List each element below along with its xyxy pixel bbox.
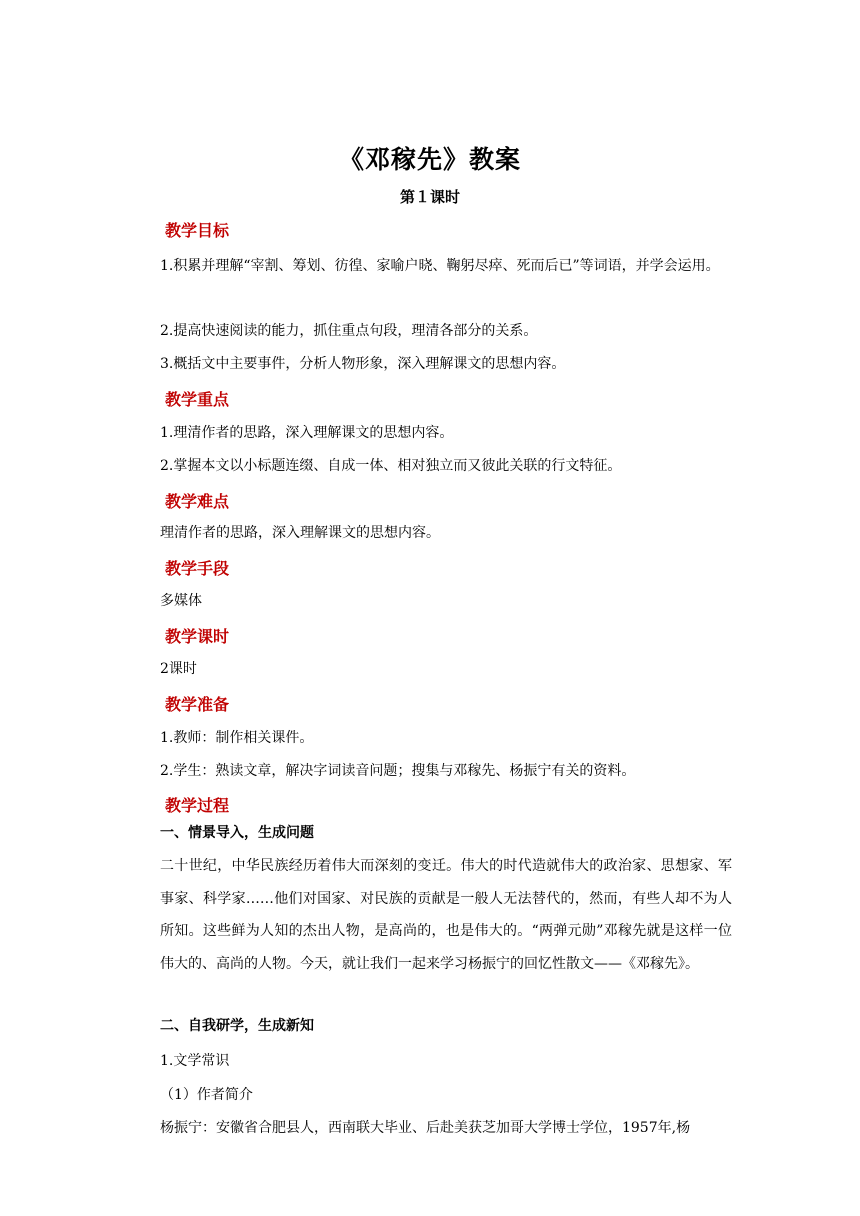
hours-heading: 教学课时 xyxy=(165,627,230,646)
keypoint-item-1: 1.理清作者的思路，深入理解课文的思想内容。 xyxy=(160,425,454,441)
step2-heading: 二、自我研学，生成新知 xyxy=(160,1018,314,1034)
means-heading: 教学手段 xyxy=(165,559,230,578)
step1-paragraph: 二十世纪，中华民族经历着伟大而深刻的变迁。伟大的时代造就伟大的政治家、思想家、军事家、科学家……他们对国家、对民族的贡献是一般人无法替代的，然而，有些人却不为人所知。这些鲜为人知的杰出人物，是高尚的，也是伟大的。“两弹元勋”邓稼先就是这样一位伟大的、高尚的人物。今天，就让我们一起来学习杨振宁的回忆性散文——《邓稼先》。 xyxy=(160,858,732,972)
step2-sub1: 1.文学常识 xyxy=(160,1053,230,1069)
preparation-item-2: 2.学生：熟读文章，解决字词读音问题；搜集与邓稼先、杨振宁有关的资料。 xyxy=(160,763,636,779)
preparation-heading: 教学准备 xyxy=(165,695,230,714)
step2-paragraph: 杨振宁：安徽省合肥县人，西南联大毕业、后赴美获芝加哥大学博士学位，1957年,杨 xyxy=(160,1120,691,1136)
means-text: 多媒体 xyxy=(160,593,202,609)
lesson-subtitle: 第１课时 xyxy=(399,188,460,206)
step2-sub2: （1）作者简介 xyxy=(160,1087,253,1103)
page-title: 《邓稼先》教案 xyxy=(338,145,521,174)
hours-text: 2课时 xyxy=(160,661,197,677)
process-heading: 教学过程 xyxy=(165,796,230,815)
objectives-heading: 教学目标 xyxy=(165,221,230,240)
objective-item-1: 1.积累并理解“宰割、筹划、彷徨、家喻户晓、鞠躬尽瘁、死而后已”等词语，并学会运用。 xyxy=(160,258,720,274)
difficulties-text: 理清作者的思路，深入理解课文的思想内容。 xyxy=(160,525,440,541)
objective-item-3: 3.概括文中主要事件，分析人物形象，深入理解课文的思想内容。 xyxy=(160,356,566,372)
preparation-item-1: 1.教师：制作相关课件。 xyxy=(160,730,314,746)
step1-heading: 一、情景导入，生成问题 xyxy=(160,825,314,841)
keypoints-heading: 教学重点 xyxy=(165,390,230,409)
difficulties-heading: 教学难点 xyxy=(165,492,230,511)
objective-item-2: 2.提高快速阅读的能力，抓住重点句段，理清各部分的关系。 xyxy=(160,323,538,339)
keypoint-item-2: 2.掌握本文以小标题连缀、自成一体、相对独立而又彼此关联的行文特征。 xyxy=(160,458,622,474)
